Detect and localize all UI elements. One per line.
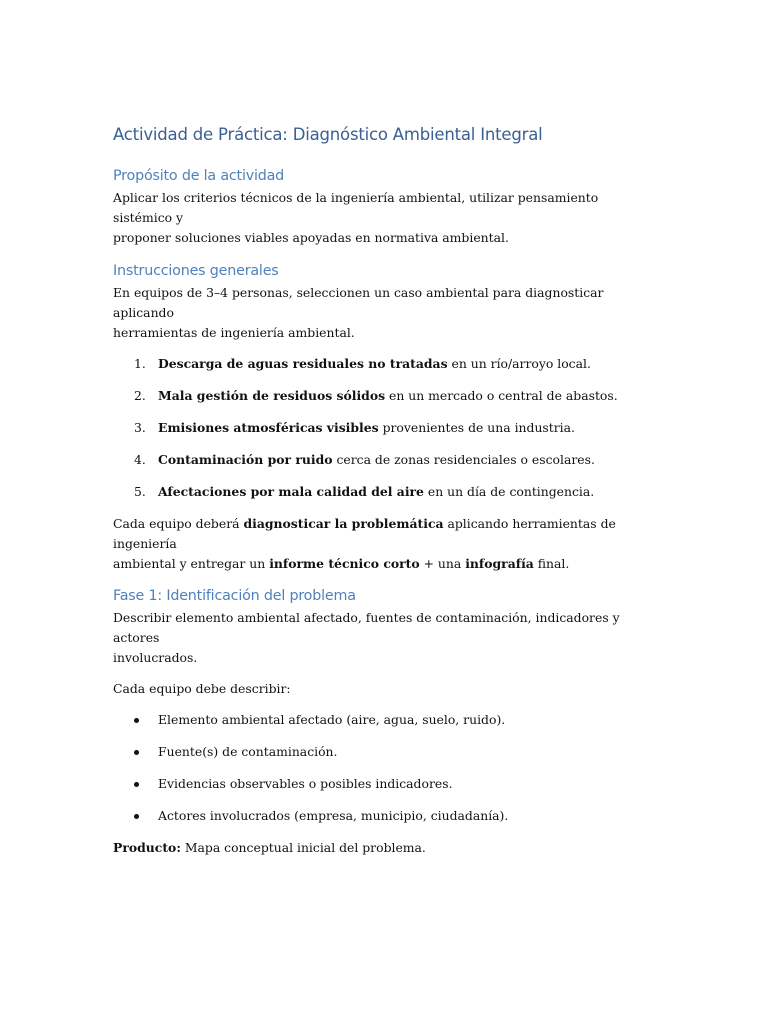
product-paragraph: [113, 838, 658, 858]
list-item: [113, 774, 658, 794]
list-item: [113, 710, 658, 730]
deliverables-emphasis: informe técnico corto: [269, 556, 420, 571]
list-number: 1.: [134, 356, 146, 371]
phase1-line-2: involucrados.: [113, 650, 198, 665]
deliverables-text: aplicando herramientas de ingeniería: [113, 516, 616, 551]
list-number: 4.: [134, 452, 146, 467]
list-item: [113, 742, 658, 762]
phase1-intro: Cada equipo debe describir:: [113, 681, 291, 696]
case-detail: en un día de contingencia.: [423, 484, 595, 499]
deliverables-text: final.: [533, 556, 570, 571]
list-item: [113, 482, 658, 502]
case-title: Mala gestión de residuos sólidos: [158, 388, 386, 403]
case-title: Contaminación por ruido: [158, 452, 333, 467]
bullet-icon: [134, 814, 139, 819]
list-number: 2.: [134, 388, 146, 403]
bullet-text: Elemento ambiental afectado (aire, agua, suelo, ruido).: [158, 712, 506, 727]
deliverables-emphasis: diagnosticar la problemática: [243, 516, 444, 531]
purpose-heading: Propósito de la actividad: [113, 168, 285, 184]
document-title: Actividad de Práctica: Diagnóstico Ambiental Integral: [113, 125, 543, 144]
instructions-line-2: herramientas de ingeniería ambiental.: [113, 325, 355, 340]
purpose-line-1: Aplicar los criterios técnicos de la ingeniería ambiental, utilizar pensamiento sistémico y: [113, 190, 599, 225]
case-detail: cerca de zonas residenciales o escolares.: [332, 452, 595, 467]
bullet-text: Fuente(s) de contaminación.: [158, 744, 338, 759]
list-item: [113, 806, 658, 826]
deliverables-text: ambiental y entregar un: [113, 556, 270, 571]
cases-list: [113, 354, 658, 502]
product-text: Mapa conceptual inicial del problema.: [180, 840, 426, 855]
phase1-heading: Fase 1: Identificación del problema: [113, 588, 356, 604]
bullet-icon: [134, 782, 139, 787]
case-title: Descarga de aguas residuales no tratadas: [158, 356, 448, 371]
product-label: Producto:: [113, 840, 181, 855]
phase1-paragraph: [113, 608, 658, 668]
deliverables-emphasis: infografía: [465, 556, 534, 571]
document-content: [113, 122, 658, 858]
case-title: Emisiones atmosféricas visibles: [158, 420, 379, 435]
bullet-text: Actores involucrados (empresa, municipio, ciudadanía).: [158, 808, 509, 823]
list-item: [113, 418, 658, 438]
instructions-heading: Instrucciones generales: [113, 263, 279, 279]
list-item: [113, 354, 658, 374]
deliverables-text: Cada equipo deberá: [113, 516, 244, 531]
bullet-icon: [134, 750, 139, 755]
purpose-paragraph: [113, 188, 658, 248]
phase1-bullet-list: [113, 710, 658, 826]
case-detail: provenientes de una industria.: [378, 420, 575, 435]
list-item: [113, 450, 658, 470]
case-detail: en un río/arroyo local.: [447, 356, 591, 371]
list-number: 3.: [134, 420, 146, 435]
list-number: 5.: [134, 484, 146, 499]
deliverables-text: + una: [419, 556, 466, 571]
case-title: Afectaciones por mala calidad del aire: [158, 484, 424, 499]
deliverables-paragraph: [113, 514, 658, 574]
instructions-line-1: En equipos de 3–4 personas, seleccionen un caso ambiental para diagnosticar aplicando: [113, 285, 604, 320]
case-detail: en un mercado o central de abastos.: [385, 388, 618, 403]
bullet-text: Evidencias observables o posibles indicadores.: [158, 776, 453, 791]
phase1-line-1: Describir elemento ambiental afectado, fuentes de contaminación, indicadores y actores: [113, 610, 620, 645]
list-item: [113, 386, 658, 406]
bullet-icon: [134, 718, 139, 723]
instructions-paragraph: [113, 283, 658, 343]
purpose-line-2: proponer soluciones viables apoyadas en normativa ambiental.: [113, 230, 509, 245]
